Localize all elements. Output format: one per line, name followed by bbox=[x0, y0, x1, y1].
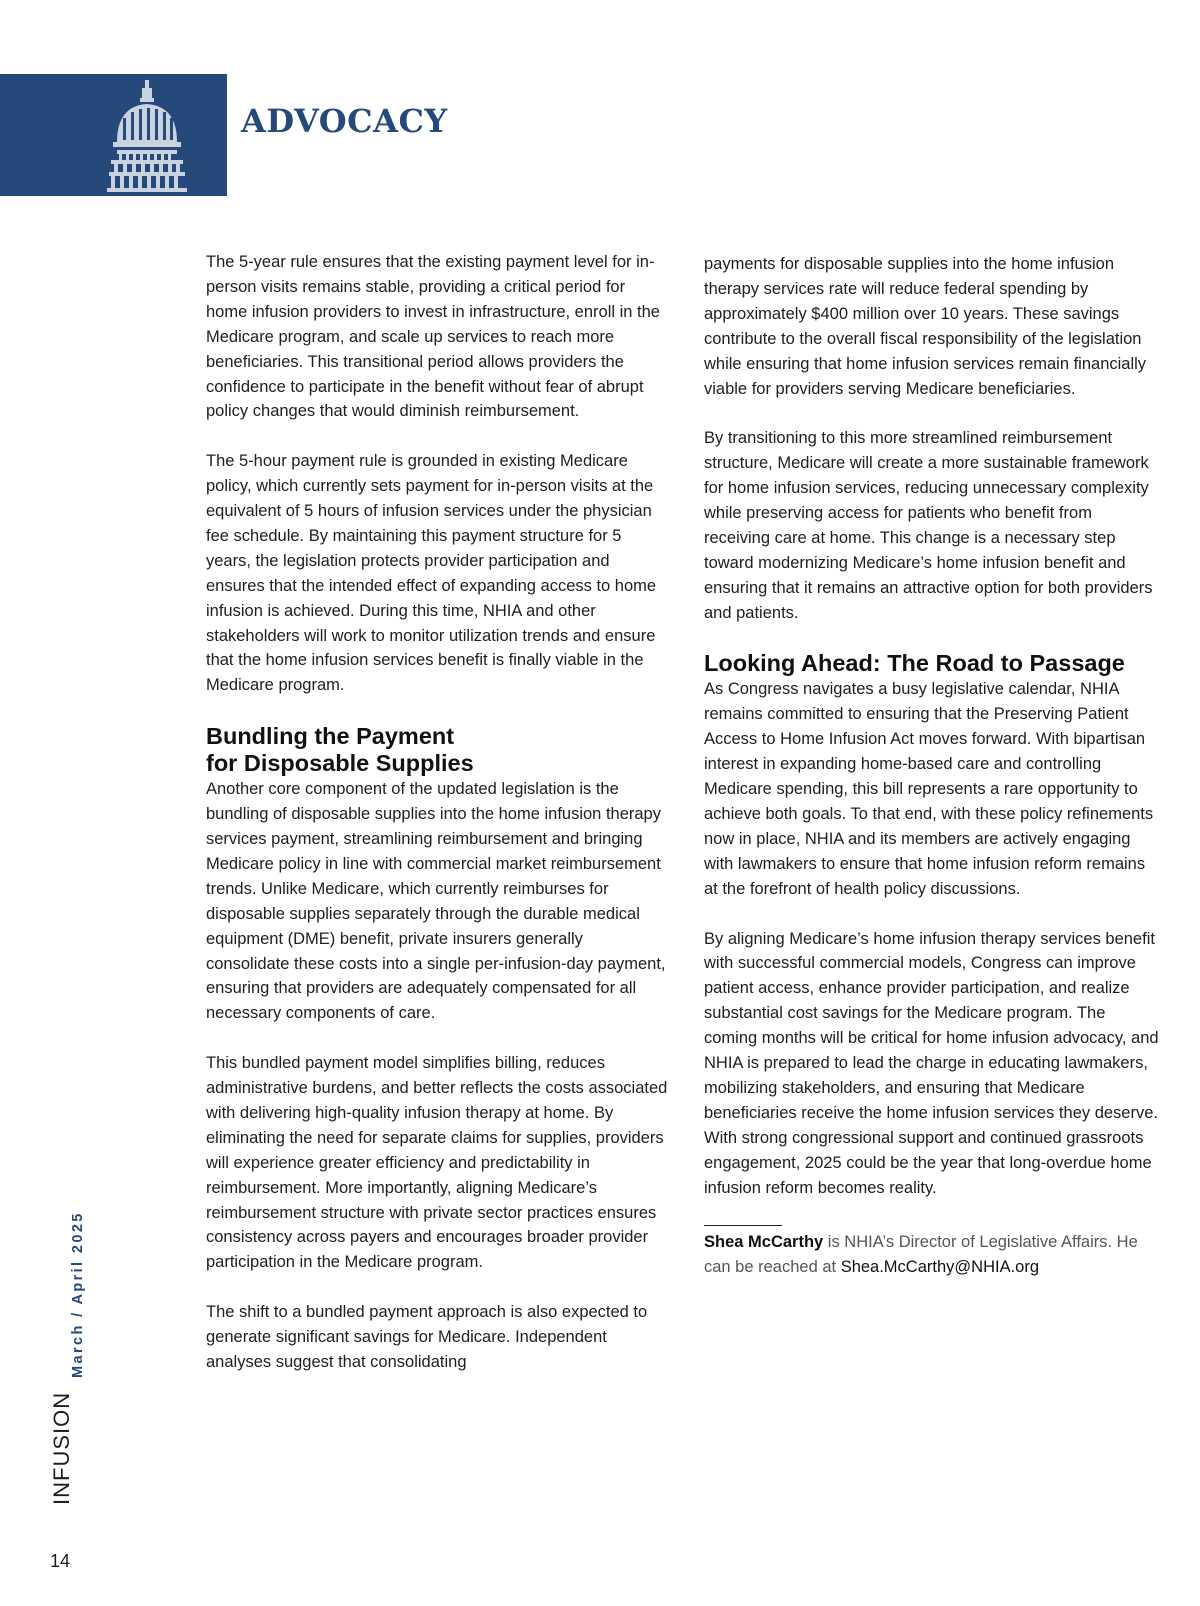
left-column bbox=[206, 250, 668, 1400]
paragraph: By transitioning to this more streamlined reimbursement structure, Medicare will create a more sustainable framework for home infusion services, reducing unnecessary complexity while preserving access for patients who benefit from receiving care at home. This change is a necessary step toward modernizing Medicare’s home infusion benefit and ensuring that it remains an attractive option for both providers and patients. bbox=[704, 429, 1153, 622]
paragraph: Another core component of the updated legislation is the bundling of disposable supplies into the home infusion therapy services payment, streamlining reimbursement and bringing Medicare policy in line with commercial market reimbursement trends. Unlike Medicare, which currently reimburses for disposable supplies separately through the durable medical equipment (DME) benefit, private insurers generally consolidate these costs into a single per-infusion-day payment, ensuring that providers are adequately compensated for all necessary components of care. bbox=[206, 780, 666, 1023]
bio-divider bbox=[704, 1225, 782, 1226]
paragraph: As Congress navigates a busy legislative calendar, NHIA remains committed to ensuring that the Preserving Patient Access to Home Infusion Act moves forward. With bipartisan interest in expanding home-based care and controlling Medicare spending, this bill represents a rare opportunity to achieve both goals. To that end, with these policy refinements now in place, NHIA and its members are actively engaging with lawmakers to ensure that home infusion reform remains at the forefront of health policy discussions. bbox=[704, 680, 1154, 898]
capitol-dome-icon bbox=[107, 80, 187, 192]
heading-line: for Disposable Supplies bbox=[206, 750, 474, 777]
author-bio bbox=[704, 1230, 1160, 1280]
author-email-link[interactable]: Shea.McCarthy@NHIA.org bbox=[840, 1258, 1040, 1277]
bio-text: is NHIA’s Director of Legislative Affairs. He can be reached at bbox=[704, 1233, 1138, 1277]
right-column bbox=[704, 252, 1160, 1280]
paragraph: By aligning Medicare’s home infusion therapy services benefit with successful commercial models, Congress can improve patient access, enhance provider participation, and realize substantial cost savings for the Medicare program. The coming months will be critical for home infusion advocacy, and NHIA is prepared to lead the charge in educating lawmakers, mobilizing stakeholders, and ensuring that Medicare beneficiaries receive the home infusion services they deserve. With strong congressional support and continued grassroots engagement, 2025 could be the year that long-overdue home infusion reform becomes reality. bbox=[704, 929, 1159, 1197]
paragraph: The shift to a bundled payment approach is also expected to generate significant savings for Medicare. Independent analyses suggest that consolidating bbox=[206, 1303, 648, 1371]
issue-date: March / April 2025 bbox=[70, 1211, 86, 1378]
section-heading: Looking Ahead: The Road to Passage bbox=[704, 650, 1125, 677]
paragraph: The 5-hour payment rule is grounded in existing Medicare policy, which currently sets payment for in-person visits at the equivalent of 5 hours of infusion services under the physician fee schedule. By maintaining this payment structure for 5 years, the legislation protects provider participation and ensures that the intended effect of expanding access to home infusion is achieved. During this time, NHIA and other stakeholders will work to monitor utilization trends and ensure that the home infusion services benefit is finally viable in the Medicare program. bbox=[206, 452, 657, 695]
paragraph: payments for disposable supplies into the home infusion therapy services rate will reduce federal spending by approximately $400 million over 10 years. These savings contribute to the overall fiscal responsibility of the legislation while ensuring that home infusion services remain financially viable for providers serving Medicare beneficiaries. bbox=[704, 255, 1147, 398]
magazine-logo: INFUSION bbox=[49, 1391, 74, 1505]
section-title: ADVOCACY bbox=[241, 102, 448, 140]
author-name: Shea McCarthy bbox=[704, 1233, 824, 1252]
page-number: 14 bbox=[50, 1551, 71, 1571]
paragraph: The 5-year rule ensures that the existing payment level for in-person visits remains stable, providing a critical period for home infusion providers to invest in infrastructure, enroll in the Medicare program, and scale up services to reach more beneficiaries. This transitional period allows providers the confidence to participate in the benefit without fear of abrupt policy changes that would diminish reimbursement. bbox=[206, 253, 660, 421]
heading-line: Bundling the Payment bbox=[206, 723, 455, 750]
paragraph: This bundled payment model simplifies billing, reduces administrative burdens, and better reflects the costs associated with delivering high-quality infusion therapy at home. By eliminating the need for separate claims for supplies, providers will experience greater efficiency and predictability in reimbursement. More importantly, aligning Medicare’s reimbursement structure with private sector practices ensures consistency across payers and encourages broader provider participation in the Medicare program. bbox=[206, 1054, 668, 1272]
section-banner bbox=[0, 74, 227, 196]
section-heading bbox=[206, 723, 668, 777]
